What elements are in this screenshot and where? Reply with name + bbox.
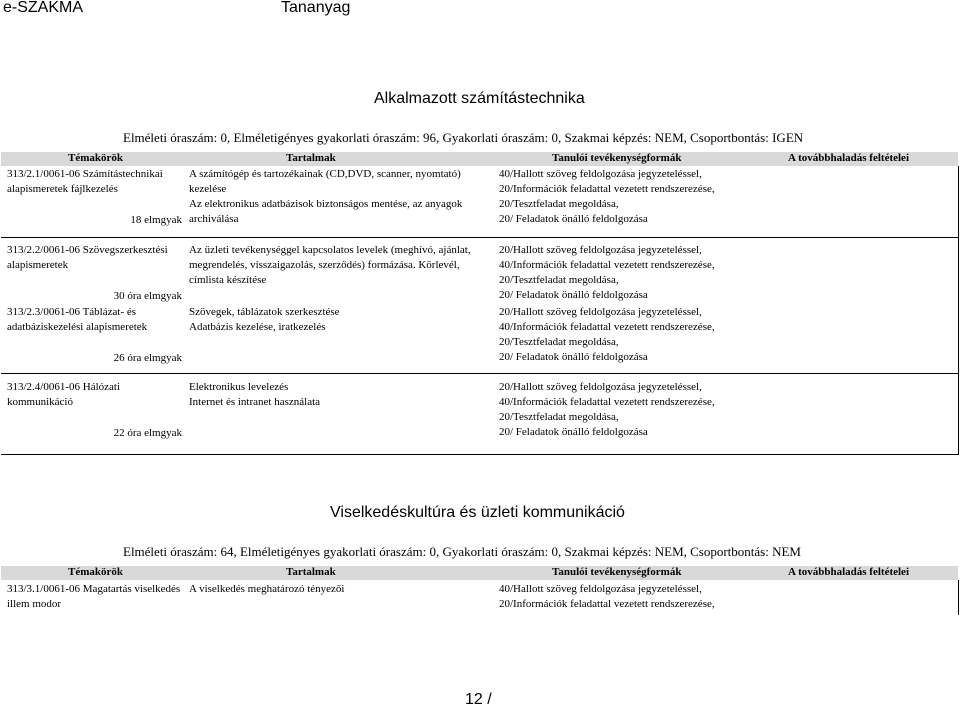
column-header-activities: Tanulói tevékenységformák xyxy=(552,566,682,578)
activity-line: 20/Tesztfeladat megoldása, xyxy=(499,411,619,423)
content-line: A viselkedés meghatározó tényezői xyxy=(189,583,345,595)
topic-line: alapismeretek xyxy=(7,259,69,271)
table-row-topic xyxy=(7,380,120,410)
content-line: Szövegek, táblázatok szerkesztése xyxy=(189,306,340,318)
column-header-topics: Témakörök xyxy=(68,566,123,578)
table-header xyxy=(1,566,958,580)
table-row-content xyxy=(189,243,471,288)
content-line: Az üzleti tevékenységgel kapcsolatos levelek (meghívó, ajánlat, xyxy=(189,244,471,256)
table-header xyxy=(1,152,958,166)
activity-line: 40/Hallott szöveg feldolgozása jegyzeteléssel, xyxy=(499,583,702,595)
activity-line: 20/ Feladatok önálló feldolgozása xyxy=(499,351,648,363)
activity-line: 20/Tesztfeladat megoldása, xyxy=(499,336,619,348)
column-header-contents: Tartalmak xyxy=(286,566,336,578)
column-header-contents: Tartalmak xyxy=(286,152,336,164)
topic-line: 313/2.4/0061-06 Hálózati xyxy=(7,381,121,393)
section-summary: Elméleti óraszám: 0, Elméletigényes gyakorlati óraszám: 96, Gyakorlati óraszám: 0, Szakmai képzés: NEM, Csoportbontás: IGEN xyxy=(123,130,804,145)
table-row-content xyxy=(189,380,320,410)
content-line: megrendelés, visszaigazolás, szerződés) formázása. Körlevél, xyxy=(189,259,460,271)
activity-line: 20/ Feladatok önálló feldolgozása xyxy=(499,289,648,301)
activity-line: 20/ Feladatok önálló feldolgozása xyxy=(499,213,648,225)
hours-label: 30 óra elmgyak xyxy=(113,290,182,302)
row-divider xyxy=(1,237,958,238)
topic-line: 313/2.2/0061-06 Szövegszerkesztési xyxy=(7,244,168,256)
row-divider xyxy=(1,373,958,374)
topic-line: 313/3.1/0061-06 Magatartás viselkedés xyxy=(7,583,181,595)
table-right-border xyxy=(958,580,959,615)
table-row-activities xyxy=(499,243,715,303)
table-row-content xyxy=(189,167,462,227)
activity-line: 20/Hallott szöveg feldolgozása jegyzeteléssel, xyxy=(499,244,702,256)
topic-line: 313/2.3/0061-06 Táblázat- és xyxy=(7,306,137,318)
activity-line: 20/Tesztfeladat megoldása, xyxy=(499,198,619,210)
activity-line: 20/Információk feladattal vezetett rendszerezése, xyxy=(499,183,715,195)
table-row-activities xyxy=(499,305,715,365)
activity-line: 20/ Feladatok önálló feldolgozása xyxy=(499,426,648,438)
column-header-conditions: A továbbhaladás feltételei xyxy=(788,566,909,578)
section-title: Viselkedéskultúra és üzleti kommunikáció xyxy=(330,504,625,521)
brand-link[interactable]: e-SZAKMA xyxy=(3,0,84,16)
content-line: Az elektronikus adatbázisok biztonságos mentése, az anyagok xyxy=(189,198,463,210)
activity-line: 40/Információk feladattal vezetett rendszerezése, xyxy=(499,321,715,333)
content-line: Elektronikus levelezés xyxy=(189,381,289,393)
content-line: A számítógép és tartozékainak (CD,DVD, scanner, nyomtató) xyxy=(189,168,461,180)
column-header-topics: Témakörök xyxy=(68,152,123,164)
column-header-activities: Tanulói tevékenységformák xyxy=(552,152,682,164)
content-line: címlista készítése xyxy=(189,274,267,286)
activity-line: 20/Hallott szöveg feldolgozása jegyzeteléssel, xyxy=(499,306,702,318)
activity-line: 40/Információk feladattal vezetett rendszerezése, xyxy=(499,259,715,271)
table-row-content xyxy=(189,582,344,597)
activity-line: 40/Információk feladattal vezetett rendszerezése, xyxy=(499,396,715,408)
table-row-activities xyxy=(499,582,715,612)
topic-line: kommunikáció xyxy=(7,396,73,408)
topic-line: alapismeretek fájlkezelés xyxy=(7,183,118,195)
content-line: Adatbázis kezelése, iratkezelés xyxy=(189,321,326,333)
hours-label: 22 óra elmgyak xyxy=(113,427,182,439)
topic-line: illem modor xyxy=(7,598,62,610)
table-row-topic xyxy=(7,582,180,612)
table-row-topic xyxy=(7,167,163,197)
tab-tananyag[interactable]: Tananyag xyxy=(281,0,351,16)
table-row-topic xyxy=(7,243,168,273)
content-line: Internet és intranet használata xyxy=(189,396,321,408)
activity-line: 20/Tesztfeladat megoldása, xyxy=(499,274,619,286)
activity-line: 20/Információk feladattal vezetett rendszerezése, xyxy=(499,598,715,610)
table-bottom-border xyxy=(1,454,958,455)
section-title: Alkalmazott számítástechnika xyxy=(374,90,585,107)
page-number: 12 / xyxy=(465,691,492,708)
table-right-border xyxy=(958,166,959,455)
activity-line: 20/Hallott szöveg feldolgozása jegyzeteléssel, xyxy=(499,381,702,393)
table-row-content xyxy=(189,305,340,335)
top-header xyxy=(0,0,960,20)
content-line: archiválása xyxy=(189,213,239,225)
hours-label: 18 elmgyak xyxy=(130,214,182,226)
content-line: kezelése xyxy=(189,183,227,195)
topic-line: adatbáziskezelési alapismeretek xyxy=(7,321,148,333)
topic-line: 313/2.1/0061-06 Számítástechnikai xyxy=(7,168,163,180)
table-row-activities xyxy=(499,380,715,440)
table-row-activities xyxy=(499,167,715,227)
activity-line: 40/Hallott szöveg feldolgozása jegyzeteléssel, xyxy=(499,168,702,180)
table-row-topic xyxy=(7,305,147,335)
section-summary: Elméleti óraszám: 64, Elméletigényes gyakorlati óraszám: 0, Gyakorlati óraszám: 0, Szakmai képzés: NEM, Csoportbontás: NEM xyxy=(123,544,801,559)
column-header-conditions: A továbbhaladás feltételei xyxy=(788,152,909,164)
hours-label: 26 óra elmgyak xyxy=(113,352,182,364)
